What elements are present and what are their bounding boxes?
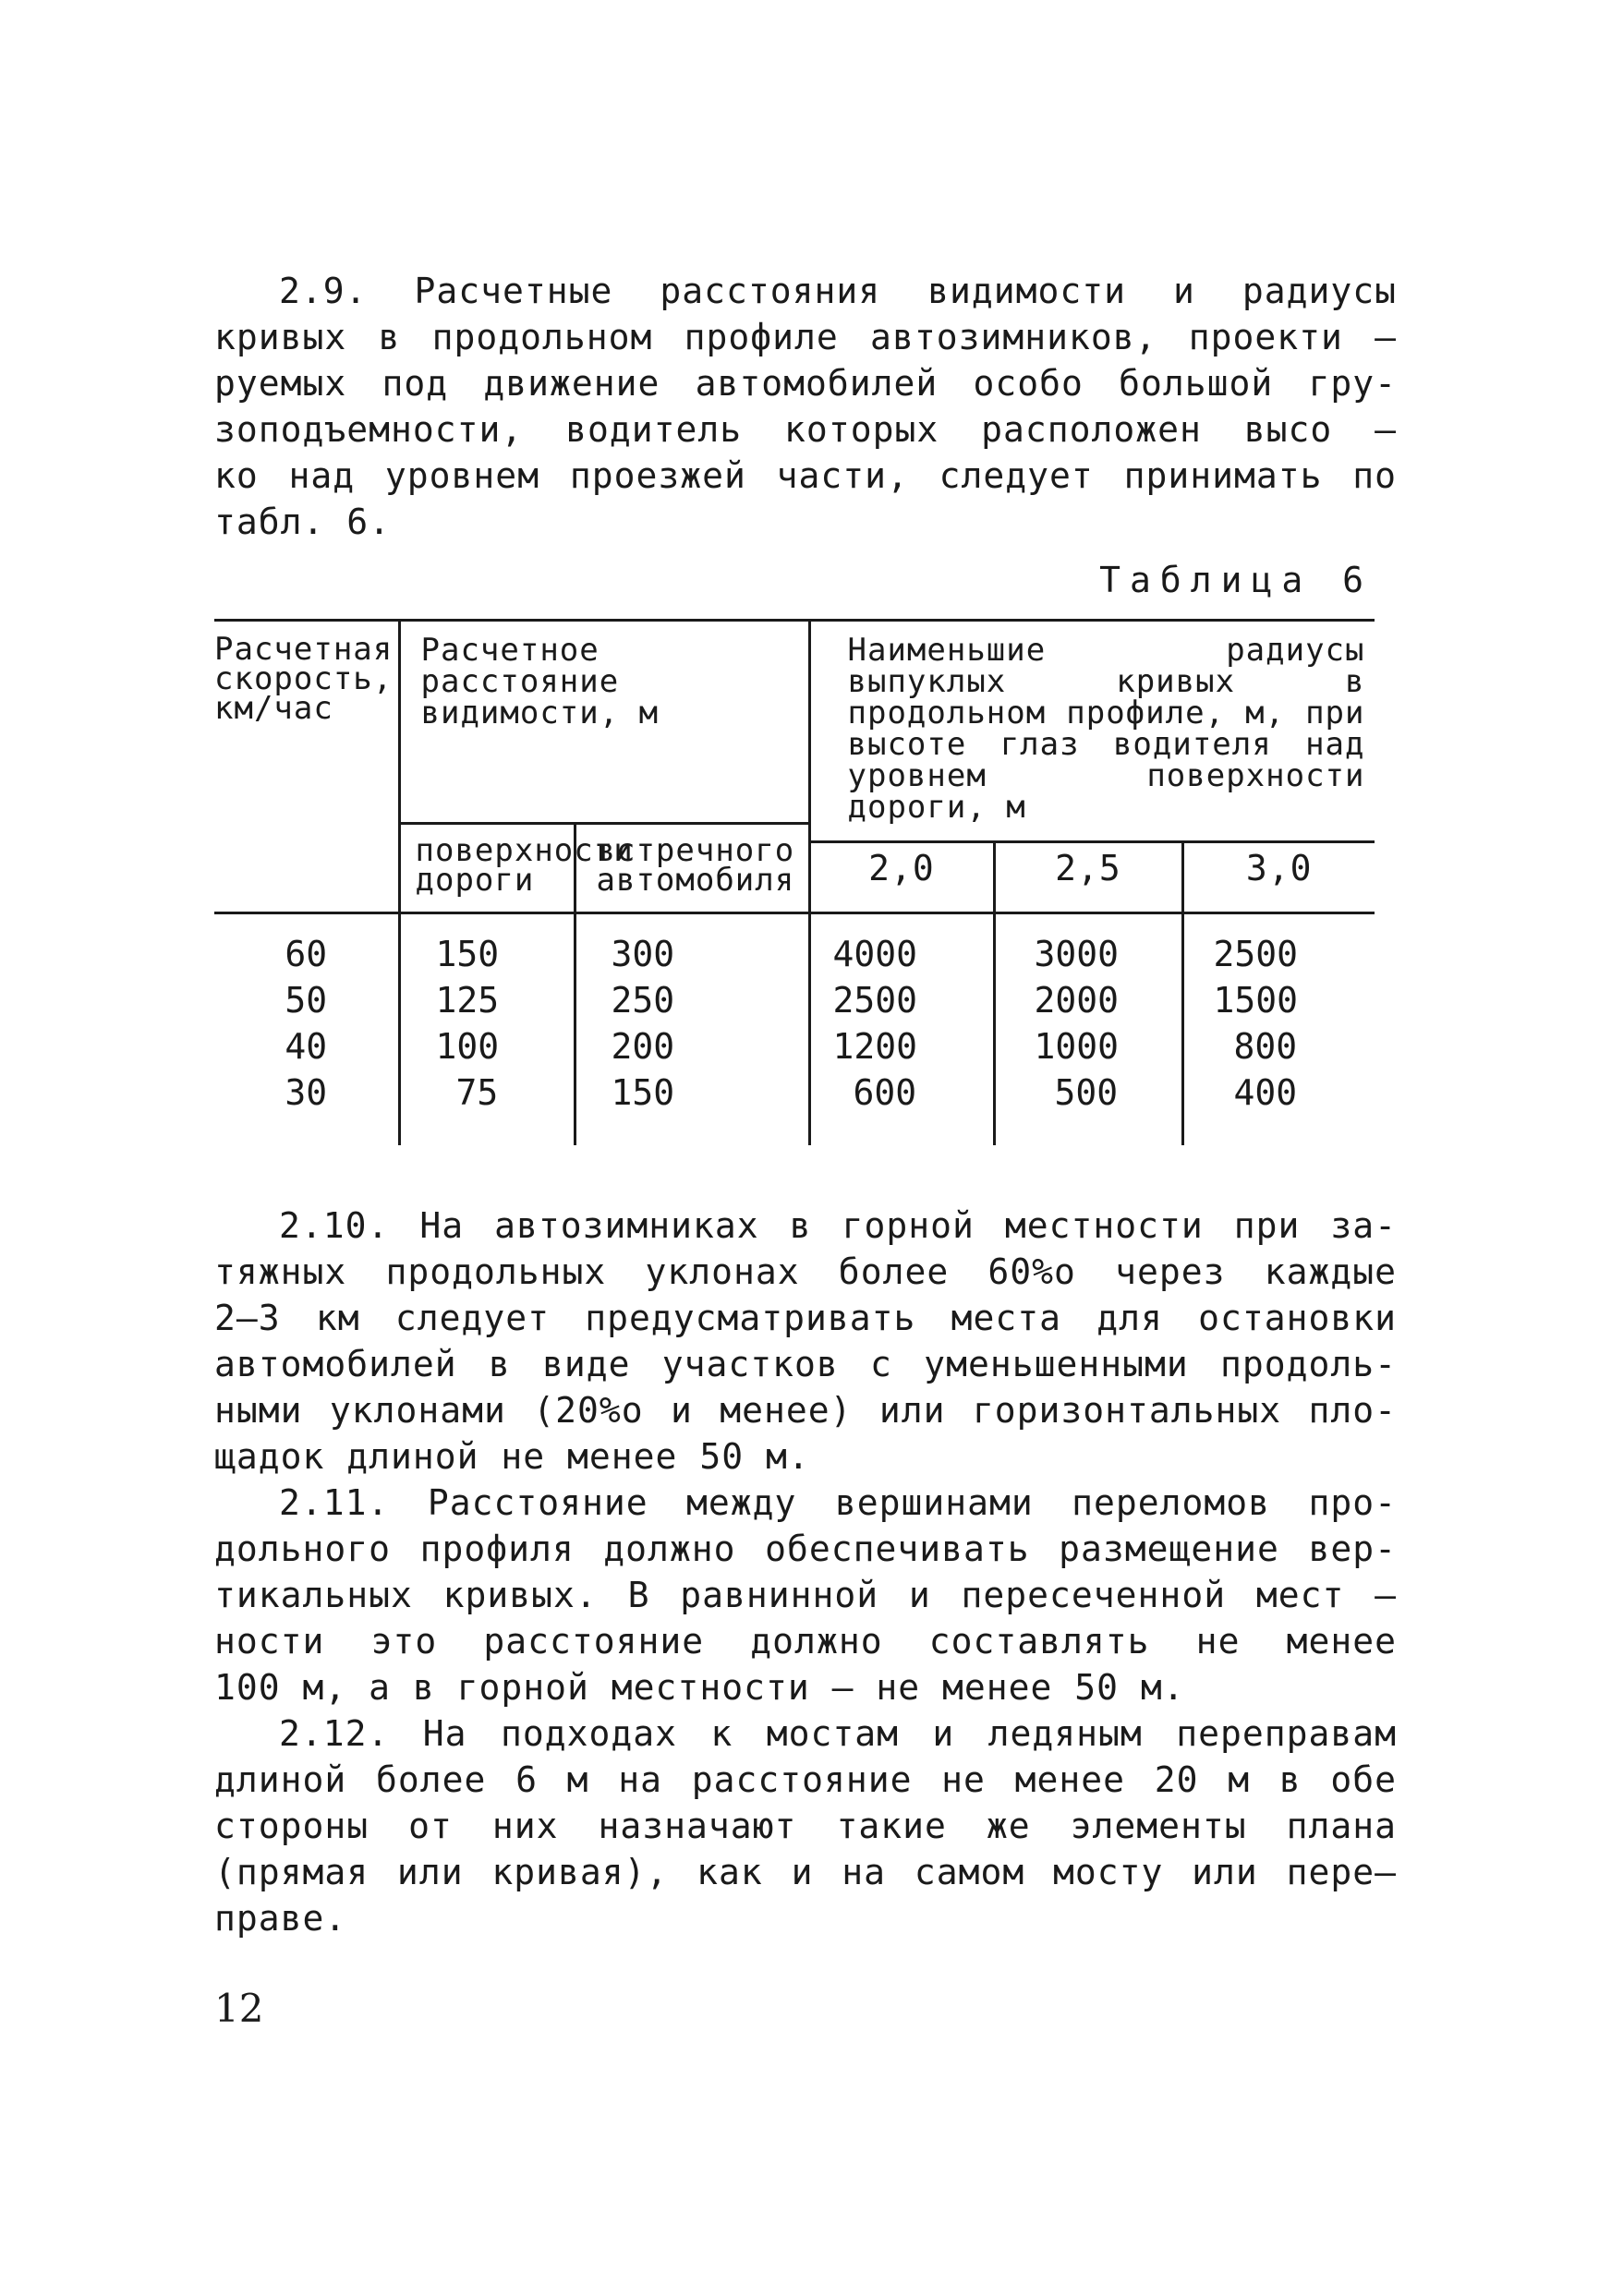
cell-r-3-0: 400 — [1182, 1069, 1375, 1145]
cell-r-2-5: 500 — [994, 1069, 1182, 1145]
cell-r-2-5: 1000 — [994, 1023, 1182, 1069]
text-line: ко над уровнем проезжей части, следует принимать по — [214, 455, 1397, 496]
paragraph-2-10 — [214, 1202, 1397, 1480]
text-line: 2.9. Расчетные расстояния видимости и радиусы — [279, 271, 1397, 311]
cell-speed: 40 — [285, 1026, 328, 1067]
cell-speed: 50 — [285, 980, 328, 1021]
text-line: праве. — [214, 1898, 347, 1939]
table-row — [214, 913, 1375, 978]
cell-r-2-0: 600 — [809, 1069, 994, 1145]
cell-r-3-0: 800 — [1182, 1023, 1375, 1069]
header-eye-3-0: 3,0 — [1182, 841, 1375, 913]
cell-surface: 100 — [399, 1023, 575, 1069]
text-line: щадок длиной не менее 50 м. — [214, 1436, 810, 1477]
text-line: ными уклонами (20%о и менее) или горизонтальных пло- — [214, 1390, 1397, 1431]
text-line: автомобилей в виде участков с уменьшенными продоль- — [214, 1344, 1397, 1384]
cell-surface: 125 — [399, 977, 575, 1023]
cell-surface: 75 — [399, 1069, 575, 1145]
paragraph-2-9 — [214, 268, 1397, 545]
cell-r-3-0: 1500 — [1182, 977, 1375, 1023]
text-line: 2.10. На автозимниках в горной местности при за- — [279, 1205, 1397, 1246]
header-visibility-label: Расчетное расстояние видимости, м — [420, 632, 660, 731]
cell-surface: 150 — [399, 913, 575, 978]
cell-oncoming: 250 — [575, 977, 809, 1023]
text-line: тяжных продольных уклонах более 60%о через каждые — [214, 1251, 1397, 1292]
header-speed — [214, 621, 399, 913]
cell-r-2-0: 1200 — [809, 1023, 994, 1069]
header-eye-2-5: 2,5 — [994, 841, 1182, 913]
cell-oncoming: 300 — [575, 913, 809, 978]
cell-r-2-5: 3000 — [994, 913, 1182, 978]
text-line: стороны от них назначают такие же элементы плана — [214, 1806, 1397, 1846]
text-line: руемых под движение автомобилей особо большой гру- — [214, 363, 1397, 404]
paragraph-2-12 — [214, 1710, 1397, 1941]
table-row — [214, 1023, 1375, 1069]
text-line: тикальных кривых. В равнинной и пересеченной мест – — [214, 1575, 1397, 1615]
header-speed-label: Расчетная скорость, км/час — [214, 631, 394, 727]
text-line: кривых в продольном профиле автозимников, проекти – — [214, 317, 1397, 357]
text-line: 2.11. Расстояние между вершинами переломов про- — [279, 1482, 1397, 1523]
header-oncoming-label: встречного автомобиля — [596, 831, 795, 899]
data-table — [214, 619, 1375, 1145]
header-spacer — [809, 823, 1375, 841]
text-line: ности это расстояние должно составлять не менее — [214, 1621, 1397, 1662]
cell-r-2-0: 2500 — [809, 977, 994, 1023]
header-road-surface-label: поверхности дороги — [415, 831, 634, 899]
text-line: 2.12. На подходах к мостам и ледяным переправам — [279, 1713, 1397, 1754]
text-line: табл. 6. — [214, 501, 392, 542]
paragraph-2-11 — [214, 1480, 1397, 1710]
cell-r-3-0: 2500 — [1182, 913, 1375, 978]
header-visibility — [399, 621, 809, 824]
table-row — [214, 1069, 1375, 1145]
cell-speed: 60 — [285, 934, 328, 974]
cell-r-2-0: 4000 — [809, 913, 994, 978]
cell-r-2-5: 2000 — [994, 977, 1182, 1023]
cell-oncoming: 150 — [575, 1069, 809, 1145]
page-number: 12 — [214, 1986, 264, 2031]
text-line: 100 м, а в горной местности – не менее 50 м. — [214, 1667, 1185, 1708]
text-line: (прямая или кривая), как и на самом мосту или пере– — [214, 1852, 1397, 1892]
text-line: длиной более 6 м на расстояние не менее 20 м в обе — [214, 1759, 1397, 1800]
header-eye-2-0: 2,0 — [809, 841, 994, 913]
table-row — [214, 977, 1375, 1023]
header-radii — [809, 621, 1375, 824]
text-line: зоподъемности, водитель которых расположен высо – — [214, 409, 1397, 450]
table-caption: Таблица 6 — [1099, 560, 1373, 600]
text-line: 2–3 км следует предусматривать места для остановки — [214, 1298, 1397, 1338]
cell-oncoming: 200 — [575, 1023, 809, 1069]
header-oncoming — [575, 823, 809, 913]
table-6 — [214, 619, 1375, 1145]
header-radii-label: Наименьшие радиусы выпуклых кривых в продольном профиле, м, при высоте глаз водителя над уровнем поверхности дороги, м — [847, 632, 1365, 826]
cell-speed: 30 — [285, 1072, 328, 1113]
text-line: дольного профиля должно обеспечивать размещение вер- — [214, 1529, 1397, 1569]
header-road-surface — [399, 823, 634, 913]
